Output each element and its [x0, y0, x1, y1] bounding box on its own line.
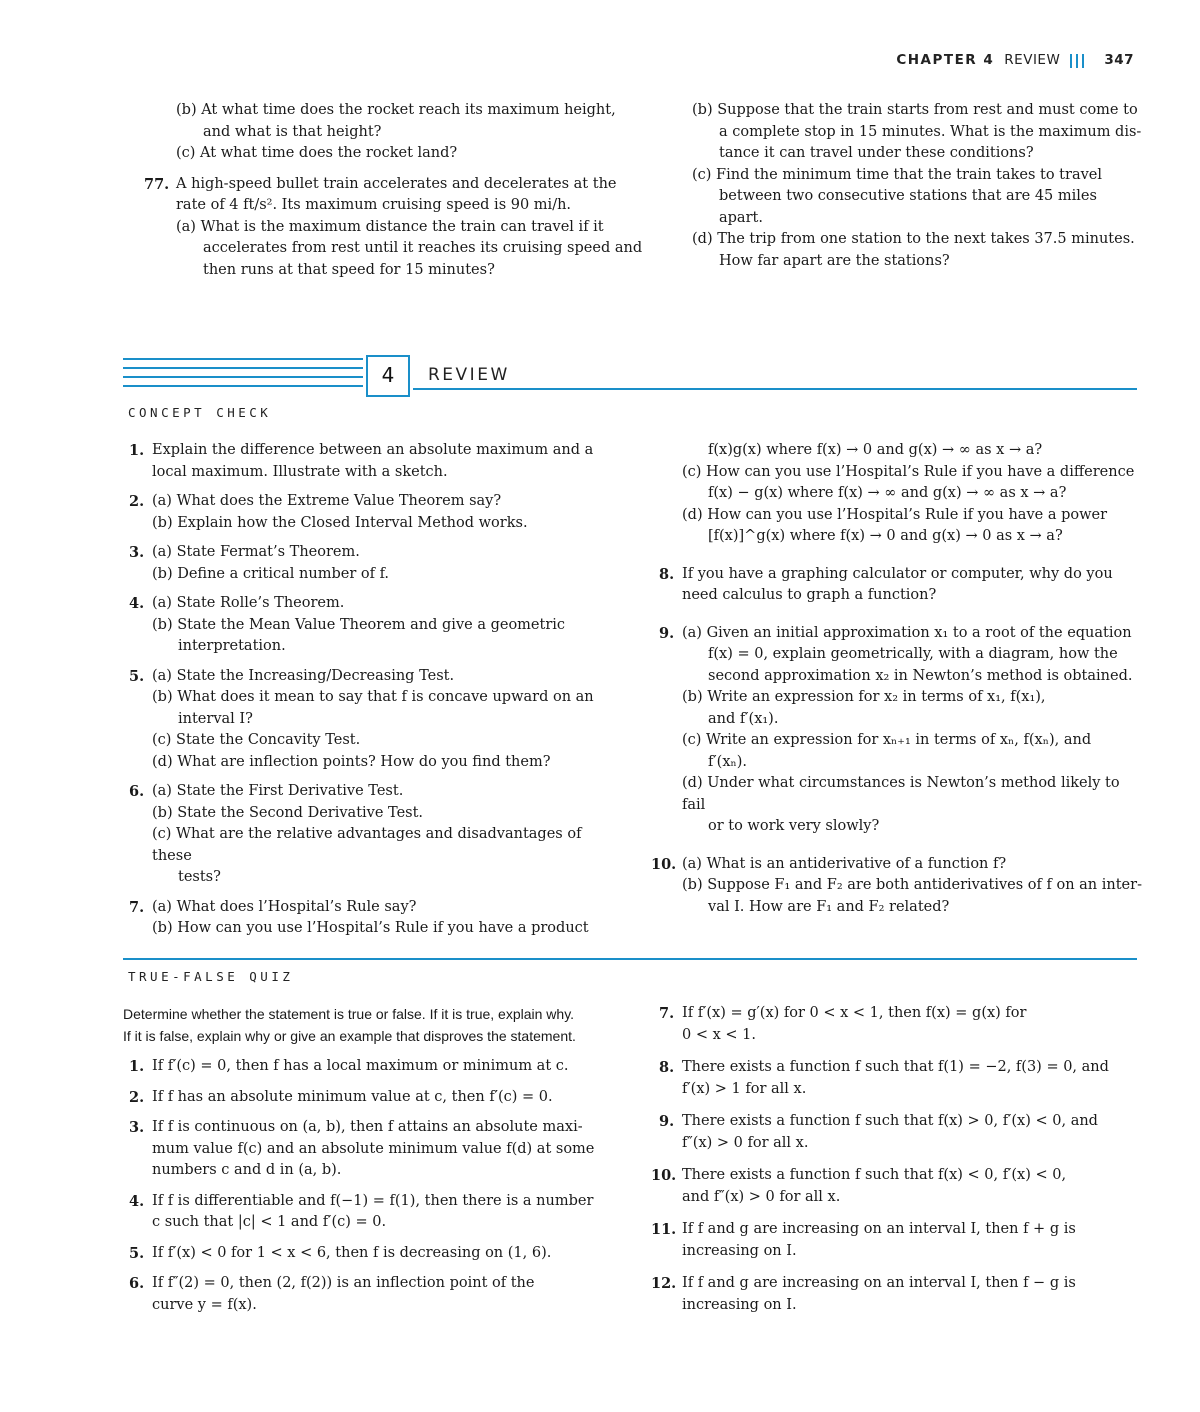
question-line: If f has an absolute minimum value at c, then f′(c) = 0. [152, 1088, 553, 1105]
true-false-right [651, 1003, 1142, 1316]
question-item [129, 1087, 622, 1109]
banner-rule [413, 388, 1137, 390]
question-item [659, 1057, 1142, 1100]
exercise-line: (c) At what time does the rocket land? [176, 145, 458, 161]
question-line: val I. How are F₁ and F₂ related? [708, 898, 950, 915]
exercise-line: and what is that height? [203, 123, 382, 140]
question-item [129, 542, 622, 585]
question-number: 11. [651, 1221, 677, 1238]
question-line: second approximation x₂ in Newton’s method is obtained. [708, 667, 1133, 684]
exercise-line: rate of 4 ft/s². Its maximum cruising speed is 90 mi/h. [176, 197, 572, 213]
question-line: (a) State Rolle’s Theorem. [152, 595, 345, 611]
exercise-line: How far apart are the stations? [719, 252, 950, 269]
question-item [129, 1191, 622, 1234]
exercise-line: (c) Find the minimum time that the train takes to travel [692, 166, 1103, 183]
question-line: f(x) = 0, explain geometrically, with a diagram, how the [708, 646, 1118, 662]
question-line: (c) What are the relative advantages and disadvantages of these [152, 826, 582, 864]
exercise-line: tance it can travel under these conditions? [719, 145, 1034, 161]
question-item [682, 440, 1142, 548]
question-number: 5. [129, 667, 145, 685]
question-line: (a) State Fermat’s Theorem. [152, 544, 360, 560]
question-number: 1. [129, 1058, 145, 1075]
question-number: 5. [129, 1244, 145, 1262]
top-left-exercises [144, 100, 646, 281]
question-line: If f″(2) = 0, then (2, f(2)) is an inflection point of the [152, 1275, 535, 1291]
question-line: (d) Under what circumstances is Newton’s method likely to fail [682, 775, 1120, 813]
question-line: (c) How can you use l’Hospital’s Rule if you have a difference [682, 463, 1135, 480]
question-line: If f and g are increasing on an interval I, then f − g is [682, 1275, 1076, 1291]
question-item [129, 781, 622, 889]
question-item [129, 1117, 622, 1182]
question-number: 4. [129, 1192, 145, 1210]
exercise-line: (b) Suppose that the train starts from rest and must come to [692, 102, 1138, 118]
question-item [129, 593, 622, 658]
question-number: 3. [129, 544, 145, 561]
question-line: (b) State the Mean Value Theorem and give a geometric [152, 616, 566, 633]
top-right-exercises [692, 100, 1142, 272]
question-line: (d) How can you use l’Hospital’s Rule if you have a power [682, 506, 1108, 523]
exercise-line: A high-speed bullet train accelerates and decelerates at the [176, 175, 617, 192]
question-line: and f′(x₁). [708, 710, 779, 727]
question-line: (c) State the Concavity Test. [152, 732, 361, 748]
question-item [651, 1273, 1142, 1316]
question-line: If f and g are increasing on an interval I, then f + g is [682, 1221, 1076, 1237]
true-false-heading: TRUE-FALSE QUIZ [128, 969, 294, 984]
concept-check-right [651, 440, 1142, 918]
question-line: local maximum. Illustrate with a sketch. [152, 463, 448, 480]
question-line: (a) Given an initial approximation x₁ to a root of the equation [682, 624, 1132, 641]
question-line: or to work very slowly? [708, 818, 880, 834]
question-number: 9. [659, 1113, 675, 1130]
question-line: [f(x)]^g(x) where f(x) → 0 and g(x) → 0 as x → a? [708, 528, 1063, 544]
question-line: f(x) − g(x) where f(x) → ∞ and g(x) → ∞ as x → a? [708, 485, 1067, 501]
question-line: (a) What does l’Hospital’s Rule say? [152, 898, 417, 915]
question-number: 2. [129, 1088, 145, 1106]
question-item [659, 623, 1142, 838]
question-line: c such that |c| < 1 and f′(c) = 0. [152, 1214, 387, 1230]
question-line: If f′(c) = 0, then f has a local maximum or minimum at c. [152, 1058, 569, 1074]
true-false-intro [123, 1004, 643, 1047]
question-number: 6. [129, 783, 145, 800]
question-line: (a) State the First Derivative Test. [152, 783, 404, 799]
question-line: 0 < x < 1. [682, 1026, 756, 1043]
bars-ornament-icon [1070, 54, 1088, 68]
question-number: 8. [659, 1059, 675, 1076]
question-line: (b) Define a critical number of f. [152, 565, 390, 582]
question-line: (b) State the Second Derivative Test. [152, 804, 424, 821]
exercise-line: a complete stop in 15 minutes. What is the maximum dis- [719, 123, 1142, 140]
question-line: f″(x) > 0 for all x. [682, 1134, 809, 1151]
question-line: interval I? [178, 710, 253, 727]
question-item [651, 854, 1142, 919]
true-false-left [129, 1056, 622, 1316]
intro-line: If it is false, explain why or give an example that disproves the statement. [123, 1027, 576, 1044]
exercise-line: (d) The trip from one station to the next takes 37.5 minutes. [692, 231, 1135, 247]
intro-line: Determine whether the statement is true or false. If it is true, explain why. [123, 1006, 575, 1022]
question-line: tests? [178, 869, 221, 885]
question-line: numbers c and d in (a, b). [152, 1162, 342, 1178]
page-number: 347 [1104, 52, 1134, 68]
question-line: (c) Write an expression for xₙ₊₁ in terms of xₙ, f(xₙ), and [682, 732, 1092, 748]
question-line: f(x)g(x) where f(x) → 0 and g(x) → ∞ as x → a? [708, 442, 1043, 458]
question-number: 3. [129, 1119, 145, 1136]
question-line: need calculus to graph a function? [682, 587, 937, 603]
section-label: REVIEW [1004, 52, 1061, 68]
question-line: interpretation. [178, 638, 286, 654]
question-number: 6. [129, 1275, 145, 1292]
question-item [129, 1273, 622, 1316]
question-line: mum value f(c) and an absolute minimum value f(d) at some [152, 1140, 595, 1157]
question-line: If you have a graphing calculator or computer, why do you [682, 565, 1113, 582]
concept-check-left [129, 440, 622, 940]
question-item [659, 564, 1142, 607]
question-line: f′(xₙ). [708, 753, 748, 770]
question-number: 7. [129, 898, 145, 916]
question-item [129, 1243, 622, 1265]
exercise-line: (a) What is the maximum distance the train can travel if it [176, 218, 604, 235]
review-banner [123, 355, 1137, 399]
exercise-line: then runs at that speed for 15 minutes? [203, 261, 495, 278]
question-line: increasing on I. [682, 1242, 797, 1259]
question-item [129, 491, 622, 534]
question-line: Explain the difference between an absolute maximum and a [152, 442, 594, 458]
question-line: (b) How can you use l’Hospital’s Rule if you have a product [152, 920, 589, 936]
question-line: If f is continuous on (a, b), then f attains an absolute maxi- [152, 1119, 583, 1135]
question-line: (a) What is an antiderivative of a function f? [682, 855, 1007, 872]
exercise-number: 77. [144, 175, 170, 193]
running-head [896, 50, 1134, 72]
concept-check-heading: CONCEPT CHECK [128, 405, 272, 420]
question-line: curve y = f(x). [152, 1296, 257, 1313]
question-item [129, 1056, 622, 1078]
question-line: (b) Write an expression for x₂ in terms of x₁, f(x₁), [682, 689, 1046, 705]
question-number: 2. [129, 493, 145, 510]
question-number: 10. [651, 855, 677, 873]
question-line: If f′(x) < 0 for 1 < x < 6, then f is decreasing on (1, 6). [152, 1244, 552, 1261]
question-item [129, 440, 622, 483]
section-divider [123, 958, 1137, 960]
question-number: 12. [651, 1275, 677, 1292]
question-line: increasing on I. [682, 1296, 797, 1313]
question-line: (b) Explain how the Closed Interval Method works. [152, 514, 528, 531]
question-line: There exists a function f such that f(1) = −2, f(3) = 0, and [682, 1059, 1109, 1075]
question-line: f′(x) > 1 for all x. [682, 1080, 807, 1097]
question-number: 8. [659, 565, 675, 583]
question-number: 1. [129, 442, 145, 459]
question-item [651, 1165, 1142, 1208]
question-number: 4. [129, 595, 145, 612]
question-item [659, 1111, 1142, 1154]
question-line: There exists a function f such that f(x) > 0, f′(x) < 0, and [682, 1113, 1098, 1129]
question-line: and f″(x) > 0 for all x. [682, 1188, 841, 1205]
question-line: If f′(x) = g′(x) for 0 < x < 1, then f(x) = g(x) for [682, 1005, 1027, 1021]
question-line: (b) What does it mean to say that f is concave upward on an [152, 689, 594, 705]
question-number: 9. [659, 624, 675, 642]
question-line: (d) What are inflection points? How do you find them? [152, 753, 551, 770]
question-line: There exists a function f such that f(x) < 0, f′(x) < 0, [682, 1167, 1067, 1183]
exercise-77 [144, 174, 646, 282]
exercise-line: (b) At what time does the rocket reach its maximum height, [176, 102, 616, 118]
question-line: (b) Suppose F₁ and F₂ are both antiderivatives of f on an inter- [682, 877, 1142, 893]
review-title: REVIEW [428, 365, 510, 385]
question-number: 10. [651, 1167, 677, 1184]
question-line: (a) What does the Extreme Value Theorem say? [152, 493, 502, 509]
exercise-line: between two consecutive stations that are 45 miles apart. [719, 188, 1097, 226]
exercise-line: accelerates from rest until it reaches its cruising speed and [203, 240, 643, 256]
question-line: If f is differentiable and f(−1) = f(1), then there is a number [152, 1192, 594, 1209]
question-item [129, 666, 622, 774]
question-item [659, 1003, 1142, 1046]
question-line: (a) State the Increasing/Decreasing Test. [152, 667, 455, 684]
question-item [651, 1219, 1142, 1262]
banner-lines-ornament [123, 358, 363, 394]
question-item [129, 897, 622, 940]
chapter-label: CHAPTER 4 [896, 52, 995, 68]
question-number: 7. [659, 1005, 675, 1022]
chapter-number-box: 4 [366, 355, 410, 397]
